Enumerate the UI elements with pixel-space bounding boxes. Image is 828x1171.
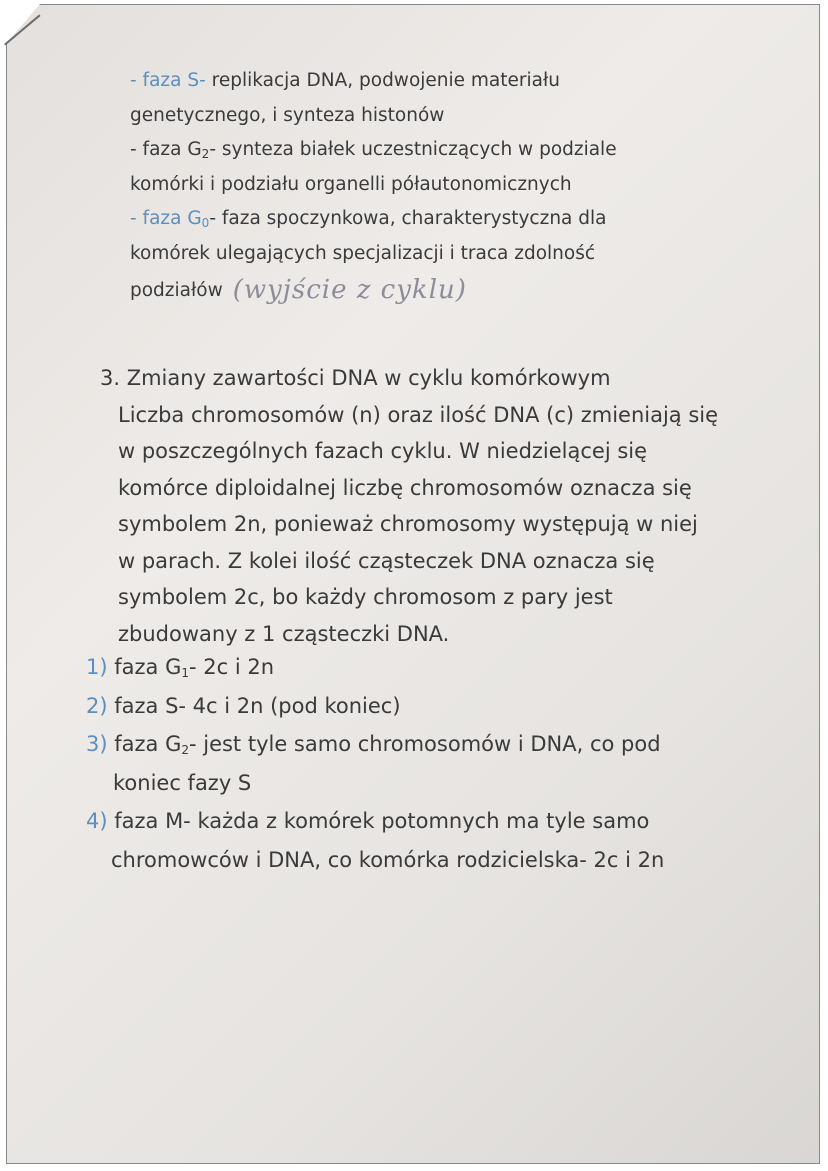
- phase-g2-label: - faza G: [130, 139, 202, 160]
- phase-s-label: - faza S-: [130, 70, 206, 91]
- section-3-line-6: symbolem 2c, bo każdy chromosom z pary jest: [118, 585, 613, 609]
- phase-s-line-1: [130, 64, 617, 99]
- list-item-2-text: faza S- 4c i 2n (pod koniec): [107, 693, 401, 718]
- phase-g0-line-2: komórek ulegających specjalizacji i traca zdolność: [130, 242, 596, 264]
- handwritten-note: (wyjście z cyklu): [232, 275, 467, 305]
- phase-g0-line-1: [130, 202, 617, 237]
- list-item-3: [86, 725, 664, 764]
- list-item-1-text: faza G: [107, 655, 182, 679]
- phase-g0-label: [130, 208, 209, 229]
- list-item-3-continued: koniec fazy S: [113, 770, 252, 795]
- phase-g2-text: - synteza białek uczestniczących w podziale: [209, 139, 617, 160]
- section-3-heading: 3. Zmiany zawartości DNA w cyklu komórkowym: [100, 366, 611, 390]
- dna-phase-list: [86, 648, 664, 879]
- list-number-2: 2): [86, 693, 108, 718]
- section-3-line-3: komórce diploidalnej liczbę chromosomów oznacza się: [118, 475, 692, 500]
- phase-g0-dash: -: [209, 208, 216, 229]
- phase-s-line-2: genetycznego, i synteza histonów: [130, 104, 445, 126]
- list-item-3-subscript: 2: [181, 743, 189, 757]
- list-number-1: 1): [86, 655, 108, 679]
- list-number-3: 3): [86, 732, 108, 756]
- section-3-line-5: w parach. Z kolei ilość cząsteczek DNA oznacza się: [118, 548, 655, 573]
- section-3-line-7: zbudowany z 1 cząsteczki DNA.: [118, 621, 450, 646]
- list-item-4-continued: chromowców i DNA, co komórka rodzicielska- 2c i 2n: [111, 847, 665, 872]
- phase-g2-subscript: 2: [201, 147, 210, 161]
- phase-g2-line-2: komórki i podziału organelli półautonomicznych: [130, 173, 572, 195]
- list-item-2: [86, 687, 664, 726]
- list-item-4: [86, 802, 664, 841]
- phase-g2-line-1: [130, 133, 617, 168]
- list-item-3-text-end: - jest tyle samo chromosomów i DNA, co pod: [188, 732, 661, 756]
- list-item-1-text-end: - 2c i 2n: [188, 655, 274, 679]
- section-3-line-2: w poszczególnych fazach cyklu. W niedzielącej się: [118, 439, 648, 463]
- section-3-line-4: symbolem 2n, ponieważ chromosomy występują w niej: [118, 512, 698, 536]
- phase-s-text: replikacja DNA, podwojenie materiału: [205, 70, 560, 91]
- phase-g0-text: faza spoczynkowa, charakterystyczna dla: [216, 208, 607, 229]
- phase-g0-label-text: - faza G: [130, 208, 202, 229]
- section-3: [80, 360, 718, 652]
- list-item-1-subscript: 1: [181, 666, 189, 680]
- list-item-1: [86, 648, 664, 687]
- phase-g0-text-end: podziałów: [130, 280, 223, 301]
- cell-cycle-phases-text: [130, 64, 617, 306]
- list-number-4: 4): [86, 809, 108, 833]
- section-3-line-1: Liczba chromosomów (n) oraz ilość DNA (c) zmieniają się: [118, 402, 719, 427]
- list-item-4-text: faza M- każda z komórek potomnych ma tyle samo: [107, 809, 650, 833]
- phase-g0-subscript: 0: [201, 216, 210, 230]
- phase-g0-line-3: [130, 271, 617, 306]
- list-item-3-text: faza G: [107, 732, 182, 756]
